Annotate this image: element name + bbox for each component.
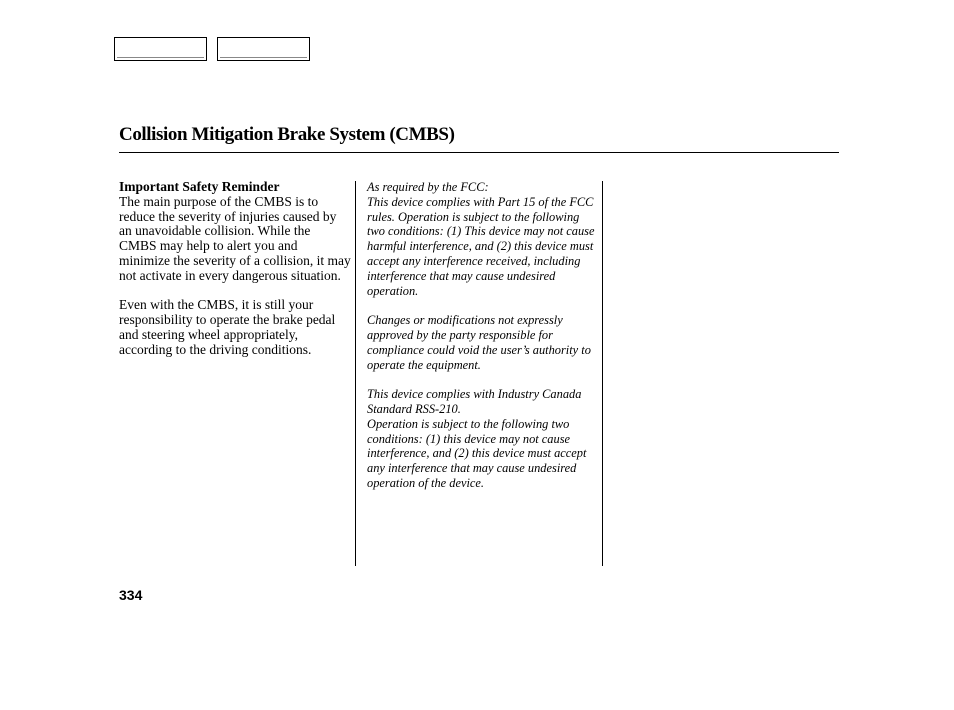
regulatory-column (367, 180, 599, 506)
next-page-button[interactable] (217, 37, 310, 61)
safety-paragraph: The main purpose of the CMBS is to reduce the severity of injuries caused by an unavoidable collision. While the CMBS may help to alert you and minimize the severity of a collision, it may not activate in every dangerous situation. (119, 193, 351, 283)
industry-canada-text: Operation is subject to the following two conditions: (1) this device may not cause interference, and (2) this device must accept any interference that may cause undesired operation of the device. (367, 416, 587, 490)
fcc-text: This device complies with Part 15 of the FCC rules. Operation is subject to the following two conditions: (1) This device may not cause harmful interference, and (2) this device must accept any interference received, including interference that may cause undesired operation. (367, 194, 595, 298)
fcc-statement (367, 180, 599, 298)
page-title: Collision Mitigation Brake System (CMBS) (119, 124, 455, 145)
title-divider (119, 152, 839, 153)
safety-reminder-column (119, 180, 351, 372)
industry-canada-statement (367, 387, 599, 491)
column-divider (602, 181, 603, 566)
previous-page-button[interactable] (114, 37, 207, 61)
button-bevel (117, 57, 204, 58)
button-bevel (220, 57, 307, 58)
page-number: 334 (119, 587, 143, 603)
column-divider (355, 181, 356, 566)
fcc-intro: As required by the FCC: (367, 180, 489, 194)
safety-paragraph: Even with the CMBS, it is still your responsibility to operate the brake pedal and steering wheel appropriately, according to the driving conditions. (119, 297, 336, 357)
modifications-statement: Changes or modifications not expressly approved by the party responsible for compliance could void the user’s authority to operate the equipment. (367, 313, 591, 372)
industry-canada-intro: This device complies with Industry Canada Standard RSS-210. (367, 387, 582, 416)
safety-reminder-heading: Important Safety Reminder (119, 179, 280, 194)
